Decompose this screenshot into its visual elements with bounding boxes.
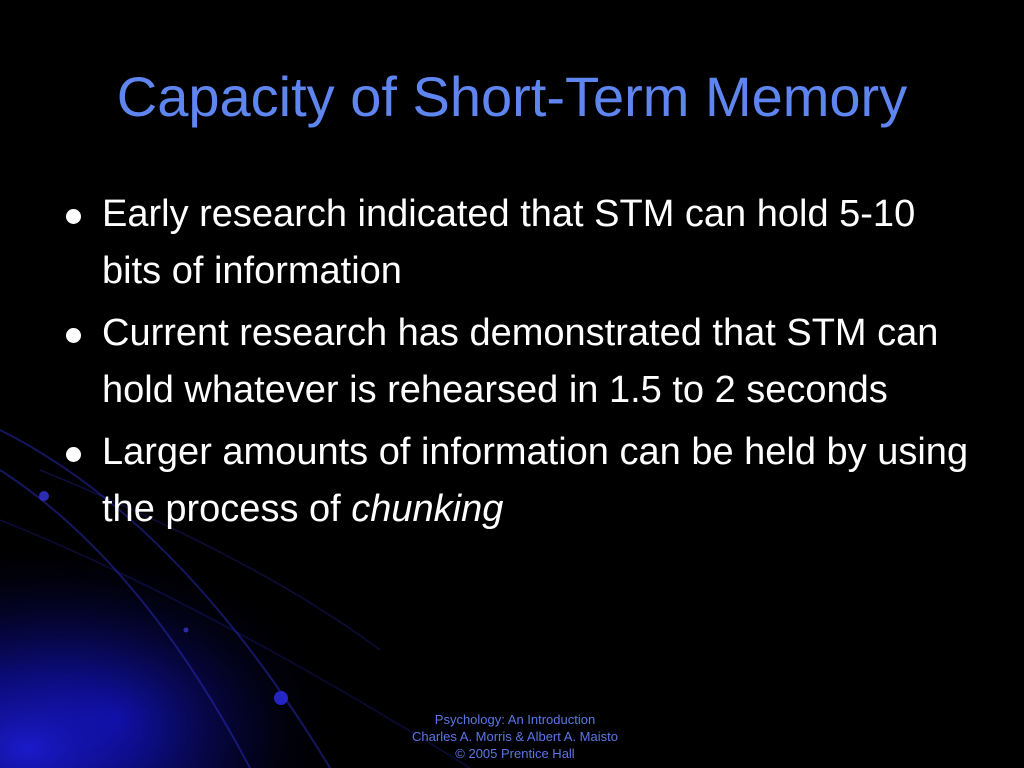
footer-copyright: © 2005 Prentice Hall <box>455 746 575 761</box>
bullet-list <box>60 186 970 543</box>
bullet-item <box>60 305 970 419</box>
slide-footer <box>380 711 650 762</box>
bullet-dot-icon <box>66 209 81 224</box>
bullet-text: Larger amounts of information can be held by using the process of <box>102 431 969 530</box>
bullet-dot-icon <box>66 447 81 462</box>
bullet-item <box>60 424 970 538</box>
background-dot <box>39 491 49 501</box>
bullet-text: Current research has demonstrated that STM can hold whatever is rehearsed in 1.5 to 2 seconds <box>102 312 939 411</box>
slide-title: Capacity of Short-Term Memory <box>116 65 908 128</box>
bullet-item <box>60 186 970 300</box>
bullet-emphasis: chunking <box>351 488 504 530</box>
footer-authors: Charles A. Morris & Albert A. Maisto <box>412 729 618 744</box>
bullet-text: Early research indicated that STM can hold 5-10 bits of information <box>102 193 916 292</box>
background-dot <box>184 628 189 633</box>
background-dot <box>274 691 288 705</box>
bullet-dot-icon <box>66 328 81 343</box>
footer-book-title: Psychology: An Introduction <box>434 712 596 727</box>
